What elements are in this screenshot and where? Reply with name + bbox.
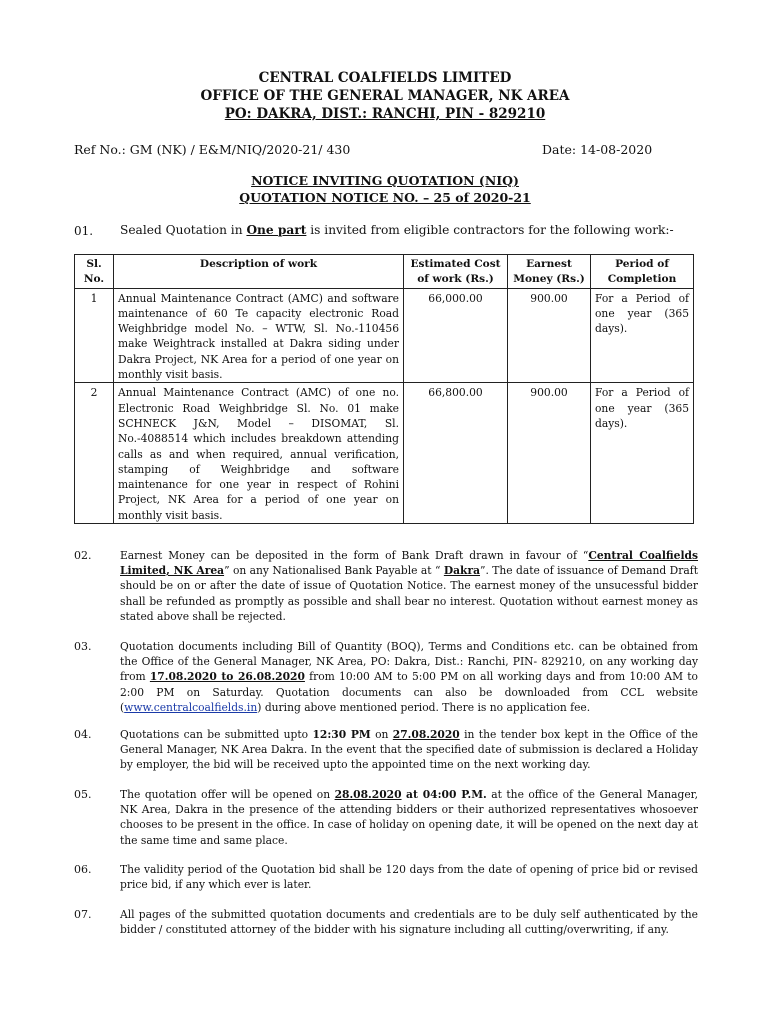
para-01 [120,223,698,238]
col-header-sl: Sl. No. [75,255,114,289]
para-03-date-range: 17.08.2020 to 26.08.2020 [149,670,305,684]
address-line-wrap [0,106,770,122]
office-name: OFFICE OF THE GENERAL MANAGER, NK AREA [200,88,570,104]
row-sl: 1 [75,288,114,383]
para-02-payable-at: Dakra [443,564,481,578]
para-05-date: 28.08.2020 [334,788,402,801]
para-05-time: at 04:00 P.M. [406,788,487,801]
para-02-text-a: Earnest Money can be deposited in the form of Bank Draft drawn in favour of “ [120,549,589,562]
notice-title-wrap [0,173,770,188]
para-01-one-part: One part [246,223,307,237]
para-04 [120,727,698,773]
para-04-time: 12:30 PM [312,728,371,741]
row-period: For a Period of one year (365 days). [591,383,694,524]
row-description: Annual Maintenance Contract (AMC) and software maintenance of 60 Te capacity electronic Road Weighbridge model No. – WTW, Sl. No.-110456 make Weightrack installed at Dakra siding under Dakra Project, NK Area for a period of one year on monthly visit basis. [114,288,404,383]
notice-date: Date: 14-08-2020 [542,142,653,157]
table-header-row [75,255,694,289]
para-02-number: 02. [74,549,92,562]
para-06-number: 06. [74,863,92,876]
row-period: For a Period of one year (365 days). [591,288,694,383]
table-row [75,383,694,524]
work-table [74,254,694,524]
row-cost: 66,800.00 [404,383,508,524]
para-02-payee: Central Coalfields Limited, NK Area [120,549,699,578]
row-cost: 66,000.00 [404,288,508,383]
notice-title: NOTICE INVITING QUOTATION (NIQ) [251,173,519,188]
row-earnest-money: 900.00 [508,383,591,524]
notice-number-wrap [0,190,770,205]
para-01-text-a: Sealed Quotation in [120,223,247,237]
ccl-website-link[interactable]: www.centralcoalfields.in [124,700,258,714]
table-row [75,288,694,383]
para-03-text-a: Quotation documents including Bill of Quantity (BOQ), Terms and Conditions etc. can be obtained from the Office of the General Manager, NK Area, PO: Dakra, Dist.: Ranchi, PIN- 829210, on any working day from [120,640,698,684]
notice-number: QUOTATION NOTICE NO. – 25 of 2020-21 [239,190,531,205]
para-02-text-c: ” on any Nationalised Bank Payable at “ [224,564,444,578]
para-07-number: 07. [74,908,92,921]
para-06: The validity period of the Quotation bid shall be 120 days from the date of opening of price bid or revised price bid, if any which ever is later. [120,863,698,892]
para-01-number: 01. [74,224,94,238]
para-07: All pages of the submitted quotation documents and credentials are to be duly self authenticated by the bidder / constituted attorney of the bidder with his signature including all cutting/overwriting, if any. [120,908,698,937]
row-sl: 2 [75,383,114,524]
col-header-period: Period of Completion [591,255,694,289]
col-header-description: Description of work [114,255,404,289]
para-03-text-d: ) during above mentioned period. There is no application fee. [257,700,591,714]
company-name: CENTRAL COALFIELDS LIMITED [258,70,512,86]
para-04-text-e: in the tender box kept in the Office of the General Manager, NK Area Dakra. In the event that the specified date of submission is declared a Holiday by employer, the bid will be received upto the appointed time on the next working day. [120,728,698,772]
para-02 [120,548,698,624]
row-description: Annual Maintenance Contract (AMC) of one no. Electronic Road Weighbridge Sl. No. 01 make SCHNECK J&N, Model – DISOMAT, Sl. No.-4088514 which includes breakdown attending calls as and when required, annual verification, stamping of Weighbridge and software maintenance for one year in respect of Rohini Project, NK Area for a period of one year on monthly visit basis. [114,383,404,524]
para-03-text-c: from 10:00 AM to 5:00 PM on all working days and from 10:00 AM to 2:00 PM on Saturday. Quotation documents can also be downloaded from CCL website ( [120,670,698,714]
para-04-date: 27.08.2020 [392,728,460,741]
para-01-text-c: is invited from eligible contractors for the following work:- [306,223,674,237]
para-03 [120,639,698,715]
para-05 [120,787,698,848]
para-05-text-e: at the office of the General Manager, NK Area, Dakra in the presence of the attending bidders or their authorized representatives whosoever chooses to be present in the office. In case of holiday on opening date, it will be opened on the next day at the same time and same place. [120,788,699,847]
address-line: PO: DAKRA, DIST.: RANCHI, PIN - 829210 [224,106,546,122]
col-header-cost: Estimated Cost of work (Rs.) [404,255,508,289]
para-04-text-a: Quotations can be submitted upto [120,728,313,741]
para-04-number: 04. [74,728,92,741]
para-05-number: 05. [74,788,92,801]
para-04-text-c: on [370,728,393,741]
row-earnest-money: 900.00 [508,288,591,383]
para-03-number: 03. [74,640,92,653]
para-05-text-a: The quotation offer will be opened on [120,788,335,801]
reference-number: Ref No.: GM (NK) / E&M/NIQ/2020-21/ 430 [74,142,351,157]
col-header-earnest-money: Earnest Money (Rs.) [508,255,591,289]
para-02-text-e: ”. The date of issuance of Demand Draft should be on or after the date of issue of Quotation Notice. The earnest money of the unsucessful bidder shall be refunded as promptly as possible and shall bear no interest. Quotation without earnest money as stated above shall be rejected. [120,564,698,623]
